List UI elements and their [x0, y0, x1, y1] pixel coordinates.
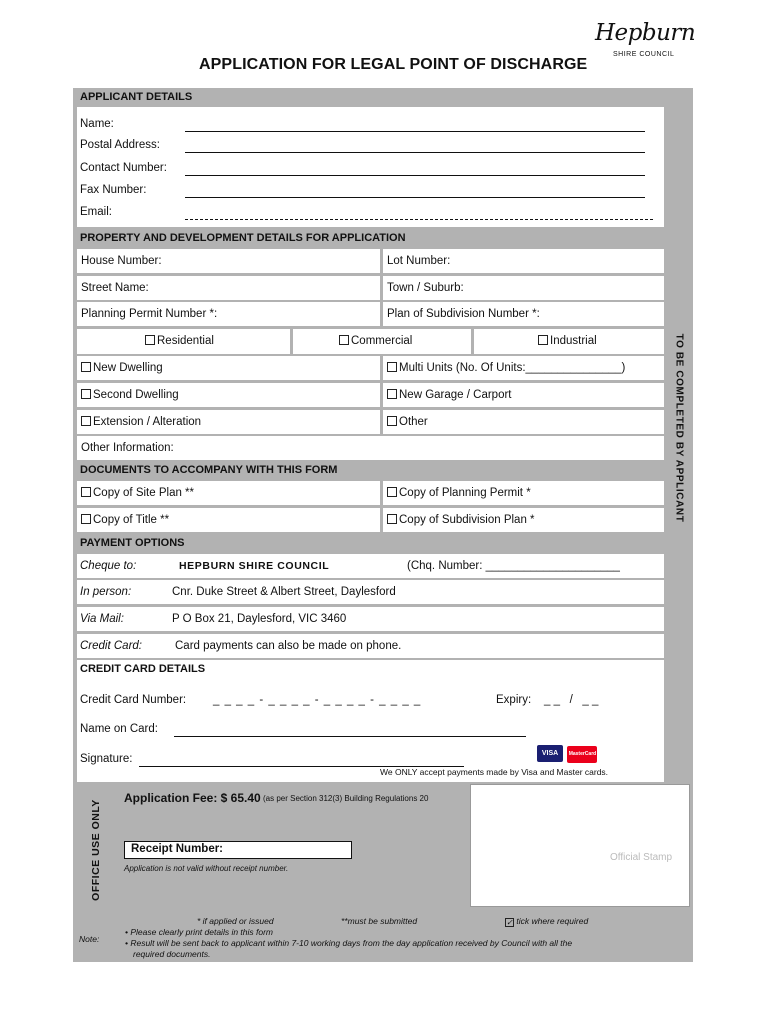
in-person-label: In person:: [80, 586, 132, 598]
postal-field[interactable]: [185, 152, 645, 153]
commercial-label: Commercial: [351, 335, 413, 347]
multi-units-option[interactable]: [383, 356, 664, 380]
name-label: Name:: [80, 118, 114, 130]
note-bullet-2: • Result will be sent back to applicant within 7-10 working days from the day application received by Council with all the: [125, 938, 573, 948]
name-on-card-field[interactable]: [174, 736, 526, 737]
other-checkbox[interactable]: [387, 416, 397, 426]
second-dwelling-checkbox[interactable]: [81, 389, 91, 399]
accepted-cards-note: We ONLY accept payments made by Visa and Master cards.: [380, 767, 609, 777]
fee-note: (as per Section 312(3) Building Regulations 20: [263, 794, 429, 803]
via-mail-address: P O Box 21, Daylesford, VIC 3460: [172, 613, 347, 625]
receipt-number-field[interactable]: [124, 841, 352, 859]
new-dwelling-label: New Dwelling: [93, 362, 163, 374]
official-stamp-box: [470, 784, 690, 907]
cheque-label: Cheque to:: [80, 560, 137, 572]
in-person-row: [77, 580, 664, 604]
multi-units-checkbox[interactable]: [387, 362, 397, 372]
office-use-label: OFFICE USE ONLY: [89, 799, 102, 901]
cheque-number-field[interactable]: (Chq. Number: _____________________: [407, 560, 620, 572]
form-title: APPLICATION FOR LEGAL POINT OF DISCHARGE: [199, 56, 588, 73]
office-block: [118, 784, 469, 916]
card-number-label: Credit Card Number:: [80, 694, 187, 706]
credit-card-label: Credit Card:: [80, 640, 142, 652]
postal-label: Postal Address:: [80, 139, 160, 151]
new-dwelling-option[interactable]: [77, 356, 380, 380]
note-tick: [505, 916, 588, 927]
name-field[interactable]: [185, 131, 645, 132]
multi-units-label: Multi Units (No. Of Units:_______________): [399, 362, 626, 374]
official-stamp-label: Official Stamp: [610, 852, 673, 863]
other-label: Other: [399, 416, 428, 428]
subdivision-plan-label: Copy of Subdivision Plan *: [399, 514, 535, 526]
garage-option[interactable]: [383, 383, 664, 407]
residential-label: Residential: [157, 335, 214, 347]
permit-number-field[interactable]: Planning Permit Number *:: [77, 302, 380, 326]
garage-label: New Garage / Carport: [399, 389, 512, 401]
card-details-block: [77, 660, 664, 782]
site-plan-checkbox[interactable]: [81, 487, 91, 497]
applicant-block: [77, 107, 664, 227]
other-option[interactable]: [383, 410, 664, 434]
commercial-checkbox[interactable]: [339, 335, 349, 345]
expiry-label: Expiry:: [496, 694, 532, 706]
note-if-issued: * if applied or issued: [197, 916, 274, 926]
site-plan-option[interactable]: [77, 481, 380, 505]
receipt-note: Application is not valid without receipt number.: [124, 864, 289, 873]
fax-field[interactable]: [185, 197, 645, 198]
cheque-row: [77, 554, 664, 578]
note-must-submit: **must be submitted: [341, 916, 418, 926]
industrial-label: Industrial: [550, 335, 597, 347]
extension-checkbox[interactable]: [81, 416, 91, 426]
planning-permit-label: Copy of Planning Permit *: [399, 487, 531, 499]
email-label: Email:: [80, 206, 112, 218]
logo-subtitle: SHIRE COUNCIL: [613, 51, 675, 58]
subdivision-plan-checkbox[interactable]: [387, 514, 397, 524]
extension-option[interactable]: [77, 410, 380, 434]
town-field[interactable]: Town / Suburb:: [383, 276, 664, 300]
credit-card-note: Card payments can also be made on phone.: [175, 640, 402, 652]
new-dwelling-checkbox[interactable]: [81, 362, 91, 372]
title-checkbox[interactable]: [81, 514, 91, 524]
side-label: TO BE COMPLETED BY APPLICANT: [673, 333, 684, 523]
street-name-field[interactable]: Street Name:: [77, 276, 380, 300]
second-dwelling-label: Second Dwelling: [93, 389, 179, 401]
house-number-field[interactable]: House Number:: [77, 249, 380, 273]
fax-label: Fax Number:: [80, 184, 147, 196]
name-on-card-label: Name on Card:: [80, 723, 158, 735]
receipt-label: Receipt Number:: [131, 843, 224, 855]
in-person-address: Cnr. Duke Street & Albert Street, Daylesford: [172, 586, 396, 598]
signature-label: Signature:: [80, 753, 133, 765]
section-applicant-header: APPLICANT DETAILS: [80, 91, 193, 103]
title-label: Copy of Title **: [93, 514, 170, 526]
contact-label: Contact Number:: [80, 162, 167, 174]
mastercard-logo: MasterCard: [567, 746, 597, 763]
accepted-cards: [537, 742, 597, 763]
visa-logo: VISA: [537, 745, 563, 762]
planning-permit-checkbox[interactable]: [387, 487, 397, 497]
council-logo: [591, 18, 696, 66]
card-number-field[interactable]: _ _ _ _ - _ _ _ _ - _ _ _ _ - _ _ _ _: [213, 694, 422, 706]
note-bullet-1: • Please clearly print details in this form: [125, 927, 274, 937]
tick-icon: ✓: [506, 918, 513, 927]
email-field[interactable]: [185, 219, 653, 220]
other-information-field[interactable]: Other Information:: [77, 436, 664, 460]
note-bullet-2-cont: required documents.: [133, 949, 211, 959]
via-mail-row: [77, 607, 664, 631]
site-plan-label: Copy of Site Plan **: [93, 487, 195, 499]
extension-label: Extension / Alteration: [93, 416, 202, 428]
commercial-option[interactable]: [293, 329, 471, 354]
via-mail-label: Via Mail:: [80, 613, 124, 625]
section-documents-header: DOCUMENTS TO ACCOMPANY WITH THIS FORM: [80, 464, 338, 476]
title-option[interactable]: [77, 508, 380, 532]
note-tick-text: tick where required: [516, 916, 589, 926]
credit-card-row: [77, 634, 664, 658]
lot-number-field[interactable]: Lot Number:: [383, 249, 664, 273]
planning-permit-option[interactable]: [383, 481, 664, 505]
notes-block: [77, 916, 692, 960]
residential-option[interactable]: [77, 329, 290, 354]
contact-field[interactable]: [185, 175, 645, 176]
industrial-checkbox[interactable]: [538, 335, 548, 345]
section-payment-header: PAYMENT OPTIONS: [80, 537, 185, 549]
cheque-payee: HEPBURN SHIRE COUNCIL: [179, 560, 330, 572]
subdivision-number-field[interactable]: Plan of Subdivision Number *:: [383, 302, 664, 326]
garage-checkbox[interactable]: [387, 389, 397, 399]
industrial-option[interactable]: [474, 329, 664, 354]
residential-checkbox[interactable]: [145, 335, 155, 345]
note-label: Note:: [79, 934, 100, 944]
logo-script: Hepburn: [595, 20, 696, 46]
expiry-field[interactable]: _ _ / _ _: [544, 694, 599, 706]
fee-label: Application Fee: $ 65.40: [124, 791, 261, 805]
subdivision-plan-option[interactable]: [383, 508, 664, 532]
second-dwelling-option[interactable]: [77, 383, 380, 407]
section-property-header: PROPERTY AND DEVELOPMENT DETAILS FOR APPLICATION: [80, 232, 406, 244]
section-card-header: CREDIT CARD DETAILS: [80, 663, 206, 675]
